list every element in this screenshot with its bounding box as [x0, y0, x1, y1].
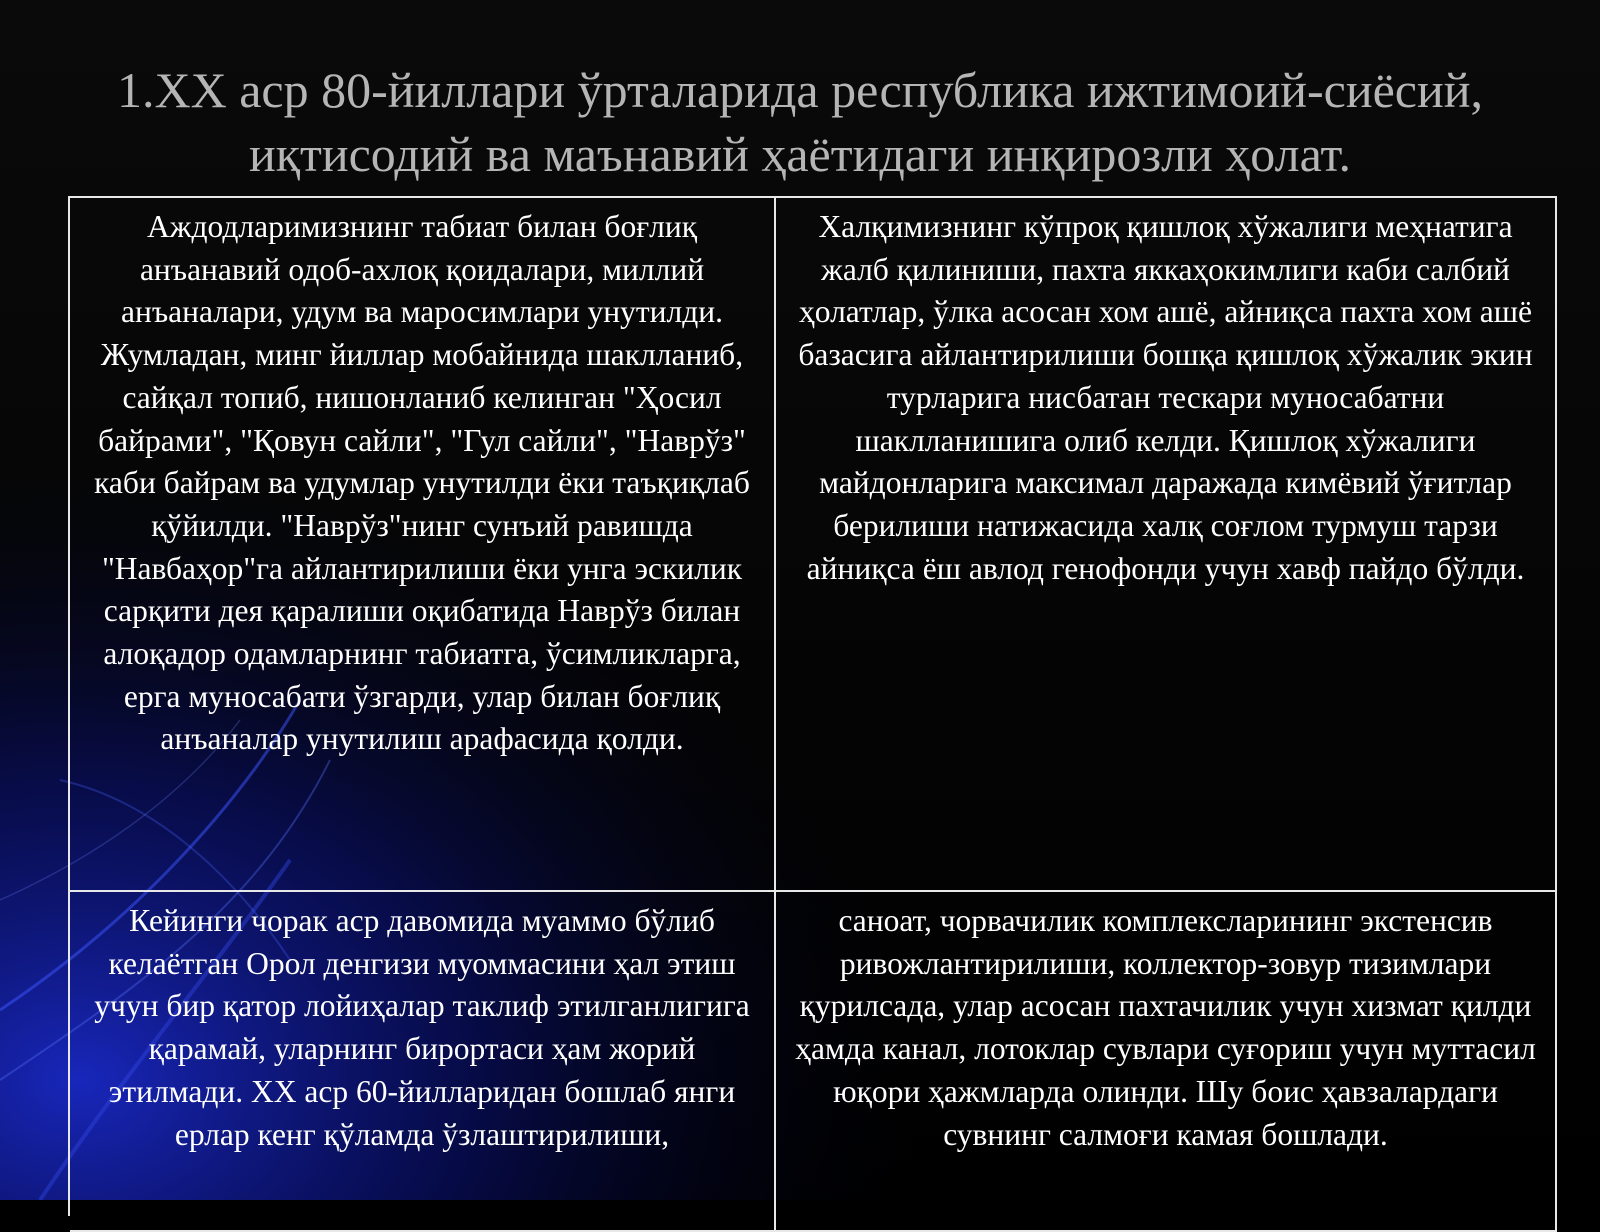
table-cell-top-left: Аждодларимизнинг табиат билан боғлиқ анъанавий одоб-ахлоқ қоидалари, миллий анъаналари, удум ва маросимлари унутилди. Жумладан, минг йиллар мобайнида шаклланиб, сайқал топиб, нишонланиб келинган "Ҳосил байрами", "Қовун сайли", "Гул сайли", "Наврўз" каби байрам ва удумлар унутилди ёки таъқиқлаб қўйилди. "Наврўз"нинг сунъий равишда "Навбаҳор"га айлантирилиши ёки унга эскилик сарқити дея қаралиши оқибатида Наврўз билан алоқадор одамларнинг табиатга, ўсимликларга, ерга муносабати ўзгарди, улар билан боғлиқ анъаналар унутилиш арафасида қолди.	[70, 198, 776, 892]
content-table	[68, 196, 1557, 1216]
table-cell-top-right: Халқимизнинг кўпроқ қишлоқ хўжалиги меҳнатига жалб қилиниши, пахта яккаҳокимлиги каби салбий ҳолатлар, ўлка асосан хом ашё, айниқса пахта хом ашё базасига айлантирилиши бошқа қишлоқ хўжалик экин турларига нисбатан тескари муносабатни шаклланишига олиб келди. Қишлоқ хўжалиги майдонларига максимал даражада кимёвий ўғитлар берилиши натижасида халқ соғлом турмуш тарзи айниқса ёш авлод генофонди учун хавф пайдо бўлди.	[776, 198, 1557, 892]
table-cell-bottom-right: саноат, чорвачилик комплексларининг экстенсив ривожлантирилиши, коллектор-зовур тизимлари қурилсада, улар асосан пахтачилик учун хизмат қилди ҳамда канал, лотоклар сувлари суғориш учун муттасил юқори ҳажмларда олинди. Шу боис ҳавзалардаги сувнинг салмоғи камая бошлади.	[776, 892, 1557, 1232]
table-cell-bottom-left: Кейинги чорак аср давомида муаммо бўлиб келаётган Орол денгизи муоммасини ҳал этиш учун бир қатор лойиҳалар таклиф этилганлигига қарамай, уларнинг бирортаси ҳам жорий этилмади. XX аср 60-йилларидан бошлаб янги ерлар кенг қўламда ўзлаштирилиши,	[70, 892, 776, 1232]
slide-title: 1.XX аср 80-йиллари ўрталарида республика ижтимоий-сиёсий, иқтисодий ва маънавий ҳаётидаги инқирозли ҳолат.	[116, 62, 1483, 182]
